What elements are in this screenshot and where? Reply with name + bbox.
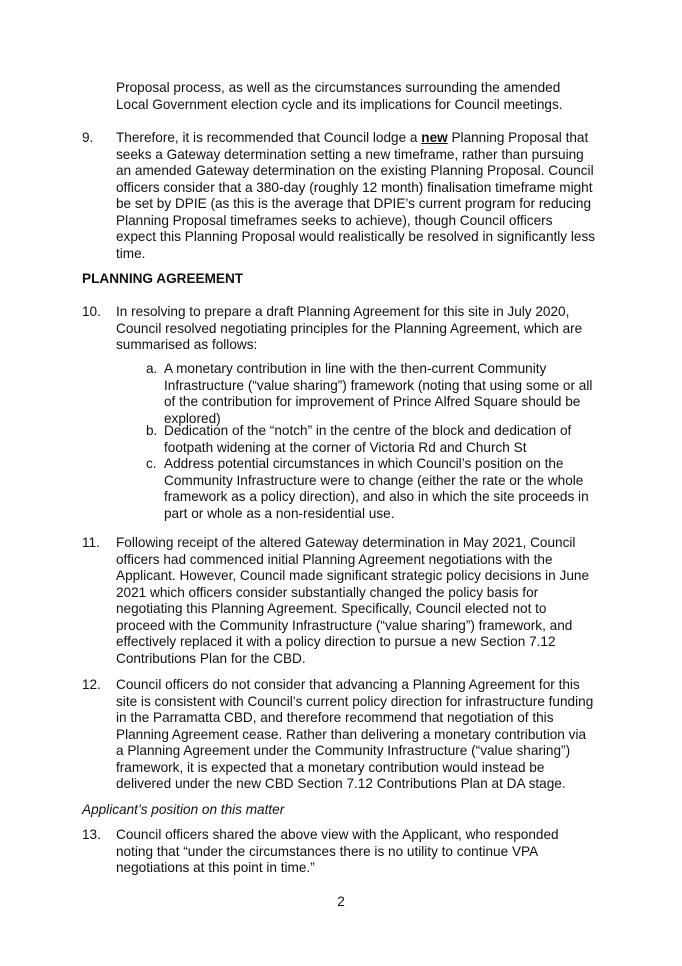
- paragraph-13: [116, 827, 559, 877]
- text-line: proceed with the Community Infrastructure (“value sharing”) framework, and: [116, 617, 573, 633]
- list-item: [164, 456, 589, 522]
- text-line: part or whole as a non-residential use.: [164, 505, 395, 521]
- text-line: effectively replaced it with a policy direction to pursue a new Section 7.12: [116, 634, 556, 649]
- text-line: [116, 130, 595, 147]
- text-fragment: Planning Proposal that: [447, 130, 589, 145]
- text-line: Community Infrastructure were to change (either the rate or the whole: [164, 472, 584, 488]
- text-line: footpath widening at the corner of Victoria Rd and Church St: [164, 439, 527, 455]
- text-line: Local Government election cycle and its implications for Council meetings.: [116, 96, 563, 112]
- text-line: officers consider that a 380-day (roughly 12 month) finalisation timeframe might: [116, 179, 593, 195]
- text-fragment: Therefore, it is recommended that Council lodge a: [116, 130, 422, 145]
- text-line: an amended Gateway determination on the existing Planning Proposal. Council: [116, 163, 594, 178]
- text-line: be set by DPIE (as this is the average that DPIE’s current program for reducing: [116, 196, 591, 211]
- subheading: Applicant’s position on this matter: [82, 802, 285, 817]
- text-line: Council resolved negotiating principles for the Planning Agreement, which are: [116, 320, 583, 336]
- text-line: explored): [164, 410, 221, 426]
- text-line: time.: [116, 245, 146, 261]
- text-line: Following receipt of the altered Gateway determination in May 2021, Council: [116, 535, 576, 550]
- text-line: A monetary contribution in line with the then-current Community: [164, 361, 547, 376]
- text-line: a Planning Agreement under the Community Infrastructure (“value sharing”): [116, 743, 571, 758]
- paragraph-number: 10.: [82, 304, 101, 319]
- list-item-letter: c.: [146, 456, 157, 471]
- text-line: Contributions Plan for the CBD.: [116, 650, 306, 666]
- paragraph-12: [116, 677, 593, 793]
- text-line: In resolving to prepare a draft Planning Agreement for this site in July 2020,: [116, 304, 570, 319]
- text-line: noting that “under the circumstances there is no utility to continue VPA: [116, 843, 539, 859]
- text-line: Planning Agreement cease. Rather than delivering a monetary contribution via: [116, 726, 587, 742]
- text-line: Infrastructure (“value sharing”) framework (noting that using some or all: [164, 377, 593, 393]
- text-line: in the Parramatta CBD, and therefore recommend that negotiation of this: [116, 710, 554, 725]
- text-line: Proposal process, as well as the circumstances surrounding the amended: [116, 80, 561, 95]
- paragraph-number: 9.: [82, 130, 94, 145]
- section-heading: PLANNING AGREEMENT: [82, 271, 244, 286]
- paragraph-number: 11.: [82, 535, 100, 550]
- text-line: 2021 which officers consider substantially changed the policy basis for: [116, 584, 539, 600]
- text-line: framework as a policy direction), and also in which the site proceeds in: [164, 489, 589, 504]
- page-number: 2: [337, 894, 345, 909]
- text-line: Applicant. However, Council made significant strategic policy decisions in June: [116, 568, 589, 583]
- list-item-letter: a.: [146, 361, 158, 376]
- text-line: site is consistent with Council’s current policy direction for infrastructure funding: [116, 693, 594, 709]
- paragraph-number: 13.: [82, 827, 101, 842]
- text-line: Council officers shared the above view with the Applicant, who responded: [116, 827, 559, 842]
- text-line: framework, it is expected that a monetary contribution would instead be: [116, 759, 545, 775]
- text-line: negotiating this Planning Agreement. Specifically, Council elected not to: [116, 601, 547, 616]
- paragraph-9: [116, 130, 595, 262]
- text-line: Dedication of the “notch” in the centre of the block and dedication of: [164, 423, 572, 438]
- list-item: [164, 361, 592, 427]
- list-item: [164, 423, 571, 456]
- text-line: seeks a Gateway determination setting a new timeframe, rather than pursuing: [116, 146, 584, 162]
- emphasis-new: new: [421, 130, 448, 145]
- text-line: Council officers do not consider that advancing a Planning Agreement for this: [116, 677, 580, 692]
- text-line: negotiations at this point in time.”: [116, 860, 315, 875]
- paragraph-10: [116, 304, 582, 354]
- text-line: officers had commenced initial Planning Agreement negotiations with the: [116, 551, 553, 567]
- intro-paragraph: [116, 80, 563, 113]
- text-line: Address potential circumstances in which Council’s position on the: [164, 456, 564, 471]
- list-item-letter: b.: [146, 423, 158, 438]
- paragraph-number: 12.: [82, 677, 101, 692]
- text-line: of the contribution for improvement of Prince Alfred Square should be: [164, 394, 581, 409]
- text-line: summarised as follows:: [116, 337, 258, 352]
- text-line: delivered under the new CBD Section 7.12 Contributions Plan at DA stage.: [116, 776, 566, 791]
- text-line: expect this Planning Proposal would realistically be resolved in significantly less: [116, 229, 596, 244]
- text-line: Planning Proposal timeframes seeks to achieve), though Council officers: [116, 212, 553, 228]
- paragraph-11: [116, 535, 589, 667]
